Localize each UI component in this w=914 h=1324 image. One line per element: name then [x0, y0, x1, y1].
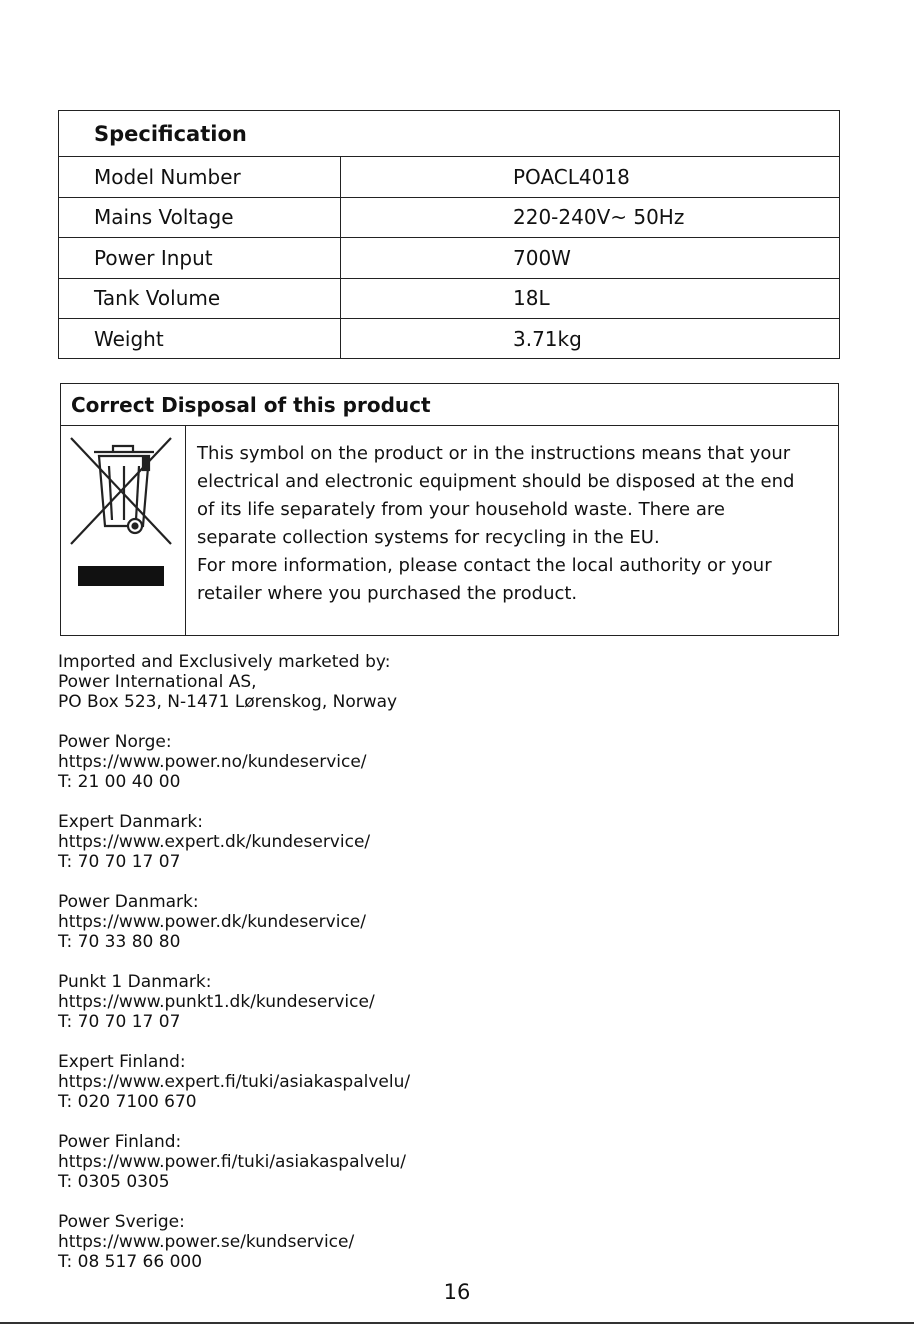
spec-label: Tank Volume	[59, 279, 341, 319]
spec-row	[59, 318, 839, 358]
disposal-title: Correct Disposal of this product	[61, 384, 838, 426]
disposal-text	[186, 426, 794, 636]
contact-heading: Power Norge:	[58, 732, 172, 752]
contact-phone: T: 70 70 17 07	[58, 852, 181, 872]
contact-block	[58, 732, 410, 792]
contact-phone: T: 0305 0305	[58, 1172, 170, 1192]
contact-heading: Power Danmark:	[58, 892, 199, 912]
contact-block	[58, 972, 410, 1032]
contact-url[interactable]: https://www.expert.fi/tuki/asiakaspalvelu/	[58, 1072, 411, 1092]
disposal-line: retailer where you purchased the product.	[197, 583, 578, 604]
spec-row	[59, 156, 839, 197]
weee-crossed-bin-icon	[61, 426, 185, 636]
contact-url[interactable]: https://www.power.se/kundservice/	[58, 1232, 355, 1252]
disposal-line: separate collection systems for recycling in the EU.	[197, 527, 660, 548]
specification-table	[58, 110, 840, 359]
contact-url[interactable]: https://www.power.fi/tuki/asiakaspalvelu/	[58, 1152, 406, 1172]
weee-symbol	[61, 426, 186, 636]
spec-value: 700W	[513, 245, 571, 270]
disposal-line: electrical and electronic equipment should be disposed at the end	[197, 471, 795, 492]
weee-bar	[78, 566, 164, 586]
contact-phone: T: 70 70 17 07	[58, 1012, 181, 1032]
spec-row	[59, 237, 839, 278]
disposal-line: of its life separately from your household waste. There are	[197, 499, 725, 520]
contact-heading: Expert Danmark:	[58, 812, 203, 832]
spec-title: Specification	[94, 121, 247, 146]
contact-phone: T: 08 517 66 000	[58, 1252, 203, 1272]
disposal-box	[60, 383, 839, 636]
disposal-line: For more information, please contact the local authority or your	[197, 555, 772, 576]
contact-url[interactable]: https://www.power.no/kundeservice/	[58, 752, 367, 772]
contact-phone: T: 020 7100 670	[58, 1092, 197, 1112]
spec-row	[59, 278, 839, 319]
contact-heading: Power Finland:	[58, 1132, 182, 1152]
spec-label: Power Input	[59, 238, 341, 278]
contact-heading: Expert Finland:	[58, 1052, 186, 1072]
contact-block	[58, 1132, 410, 1192]
spec-value: 220-240V~ 50Hz	[513, 205, 685, 230]
contact-list	[58, 652, 410, 1292]
spec-value: 18L	[513, 286, 550, 311]
contact-block	[58, 1212, 410, 1272]
contact-block	[58, 892, 410, 952]
spec-row	[59, 197, 839, 238]
contact-phone: T: 21 00 40 00	[58, 772, 181, 792]
spec-value: 3.71kg	[513, 326, 582, 351]
contact-phone: T: 70 33 80 80	[58, 932, 181, 952]
disposal-line: This symbol on the product or in the instructions means that your	[197, 443, 791, 464]
contact-block	[58, 1052, 410, 1112]
contact-heading: Power Sverige:	[58, 1212, 185, 1232]
spec-header	[59, 111, 839, 156]
contact-heading: Punkt 1 Danmark:	[58, 972, 212, 992]
spec-label: Mains Voltage	[59, 198, 341, 238]
page-number: 16	[443, 1280, 471, 1304]
contact-line: Power International AS,	[58, 672, 257, 692]
contact-block	[58, 652, 410, 712]
spec-value: POACL4018	[513, 164, 630, 189]
spec-label: Weight	[59, 319, 341, 358]
contact-url[interactable]: https://www.expert.dk/kundeservice/	[58, 832, 371, 852]
spec-label: Model Number	[59, 157, 341, 197]
contact-url[interactable]: https://www.power.dk/kundeservice/	[58, 912, 366, 932]
contact-block	[58, 812, 410, 872]
contact-line: PO Box 523, N-1471 Lørenskog, Norway	[58, 692, 398, 712]
contact-url[interactable]: https://www.punkt1.dk/kundeservice/	[58, 992, 375, 1012]
contact-heading: Imported and Exclusively marketed by:	[58, 652, 391, 672]
